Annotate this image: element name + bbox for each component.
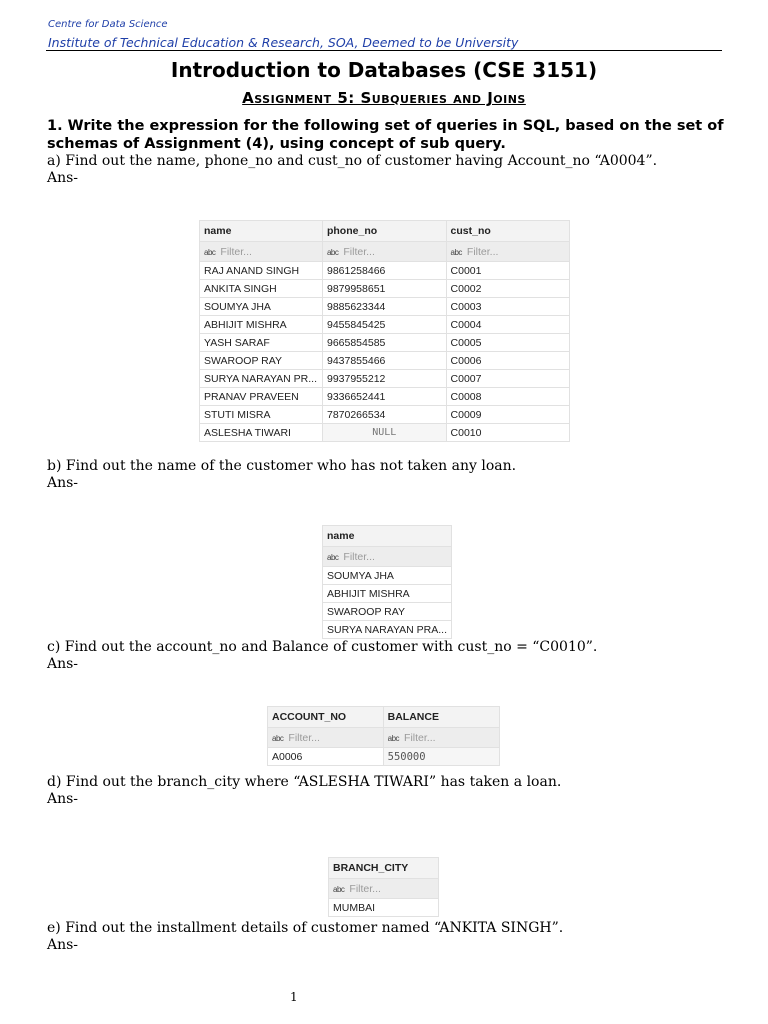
filter-cell[interactable]: [329, 879, 439, 899]
table-row[interactable]: [200, 298, 570, 316]
page-subtitle: Assignment 5: Subqueries and Joins: [242, 89, 526, 107]
filter-abc-icon: abc: [272, 733, 284, 743]
result-grid-a: [199, 220, 570, 442]
table-row[interactable]: [323, 621, 452, 639]
filter-cell[interactable]: [200, 242, 323, 262]
table-row[interactable]: [200, 280, 570, 298]
question-e: e) Find out the installment details of customer named “ANKITA SINGH”.: [47, 920, 564, 936]
header-institute: Institute of Technical Education & Research, SOA, Deemed to be University: [48, 35, 519, 50]
cell: C0002: [446, 280, 569, 298]
cell: 9665854585: [322, 334, 446, 352]
filter-cell[interactable]: [322, 242, 446, 262]
cell: YASH SARAF: [200, 334, 323, 352]
answer-label-b: Ans-: [47, 475, 79, 491]
result-grid-d: [328, 857, 439, 917]
cell: C0003: [446, 298, 569, 316]
question-b: b) Find out the name of the customer who has not taken any loan.: [47, 458, 517, 474]
column-header[interactable]: BALANCE: [383, 707, 499, 728]
table-row[interactable]: [268, 748, 500, 766]
filter-abc-icon: abc: [204, 247, 216, 257]
cell: C0009: [446, 406, 569, 424]
filter-placeholder: Filter...: [288, 731, 320, 744]
answer-label-a: Ans-: [47, 170, 79, 186]
table-row[interactable]: [200, 406, 570, 424]
cell: STUTI MISRA: [200, 406, 323, 424]
cell: SOUMYA JHA: [323, 567, 452, 585]
filter-placeholder: Filter...: [343, 550, 375, 563]
cell: PRANAV PRAVEEN: [200, 388, 323, 406]
cell: 9336652441: [322, 388, 446, 406]
cell: C0004: [446, 316, 569, 334]
cell: 9879958651: [322, 280, 446, 298]
cell: 9885623344: [322, 298, 446, 316]
cell: C0001: [446, 262, 569, 280]
cell: 9861258466: [322, 262, 446, 280]
question-1: 1. Write the expression for the following set of queries in SQL, based on the set of schemas of Assignment (4), using concept of sub query.: [47, 118, 724, 152]
question-c: c) Find out the account_no and Balance of customer with cust_no = “C0010”.: [47, 639, 598, 655]
cell: SOUMYA JHA: [200, 298, 323, 316]
table-row[interactable]: [200, 316, 570, 334]
cell: A0006: [268, 748, 384, 766]
filter-placeholder: Filter...: [466, 245, 499, 258]
table-row[interactable]: [329, 899, 439, 917]
table-row[interactable]: [323, 567, 452, 585]
cell: C0010: [446, 424, 569, 442]
cell: ABHIJIT MISHRA: [323, 585, 452, 603]
filter-placeholder: Filter...: [404, 731, 436, 744]
column-header[interactable]: cust_no: [446, 221, 569, 242]
cell: ABHIJIT MISHRA: [200, 316, 323, 334]
cell: C0008: [446, 388, 569, 406]
null-cell: NULL: [322, 424, 446, 442]
column-header[interactable]: ACCOUNT_NO: [268, 707, 384, 728]
filter-cell[interactable]: [383, 728, 499, 748]
cell: C0006: [446, 352, 569, 370]
filter-cell[interactable]: [268, 728, 384, 748]
cell: ASLESHA TIWARI: [200, 424, 323, 442]
answer-label-d: Ans-: [47, 791, 79, 807]
filter-abc-icon: abc: [333, 884, 345, 894]
table-row[interactable]: [200, 352, 570, 370]
filter-placeholder: Filter...: [220, 245, 252, 258]
header-divider: [46, 50, 722, 51]
cell: SWAROOP RAY: [323, 603, 452, 621]
cell: 9437855466: [322, 352, 446, 370]
cell: ANKITA SINGH: [200, 280, 323, 298]
table-row[interactable]: [200, 388, 570, 406]
numeric-cell: 550000: [383, 748, 499, 766]
cell: C0005: [446, 334, 569, 352]
table-row[interactable]: [200, 424, 570, 442]
filter-placeholder: Filter...: [343, 245, 375, 258]
table-row[interactable]: [200, 370, 570, 388]
result-grid-b: [322, 525, 452, 639]
cell: C0007: [446, 370, 569, 388]
column-header[interactable]: BRANCH_CITY: [329, 858, 439, 879]
column-header[interactable]: name: [323, 526, 452, 547]
table-row[interactable]: [200, 334, 570, 352]
filter-cell[interactable]: [323, 547, 452, 567]
cell: SURYA NARAYAN PRA...: [323, 621, 452, 639]
question-a: a) Find out the name, phone_no and cust_no of customer having Account_no “A0004”.: [47, 153, 658, 169]
filter-abc-icon: abc: [327, 552, 339, 562]
filter-abc-icon: abc: [326, 247, 339, 257]
filter-cell[interactable]: [446, 242, 569, 262]
result-grid-c: [267, 706, 500, 766]
cell: 9937955212: [322, 370, 446, 388]
answer-label-e: Ans-: [47, 937, 79, 953]
cell: SWAROOP RAY: [200, 352, 323, 370]
table-row[interactable]: [323, 603, 452, 621]
filter-abc-icon: abc: [450, 247, 462, 257]
cell: SURYA NARAYAN PR...: [200, 370, 323, 388]
cell: 9455845425: [322, 316, 446, 334]
cell: MUMBAI: [329, 899, 439, 917]
cell: 7870266534: [322, 406, 446, 424]
filter-abc-icon: abc: [387, 733, 400, 743]
column-header[interactable]: phone_no: [322, 221, 446, 242]
table-row[interactable]: [323, 585, 452, 603]
page-number: 1: [290, 990, 298, 1004]
filter-placeholder: Filter...: [349, 882, 381, 895]
answer-label-c: Ans-: [47, 656, 79, 672]
page-title: Introduction to Databases (CSE 3151): [170, 58, 598, 82]
question-d: d) Find out the branch_city where “ASLESHA TIWARI” has taken a loan.: [47, 774, 562, 790]
cell: RAJ ANAND SINGH: [200, 262, 323, 280]
column-header[interactable]: name: [200, 221, 323, 242]
table-row[interactable]: [200, 262, 570, 280]
header-dept: Centre for Data Science: [48, 19, 168, 30]
